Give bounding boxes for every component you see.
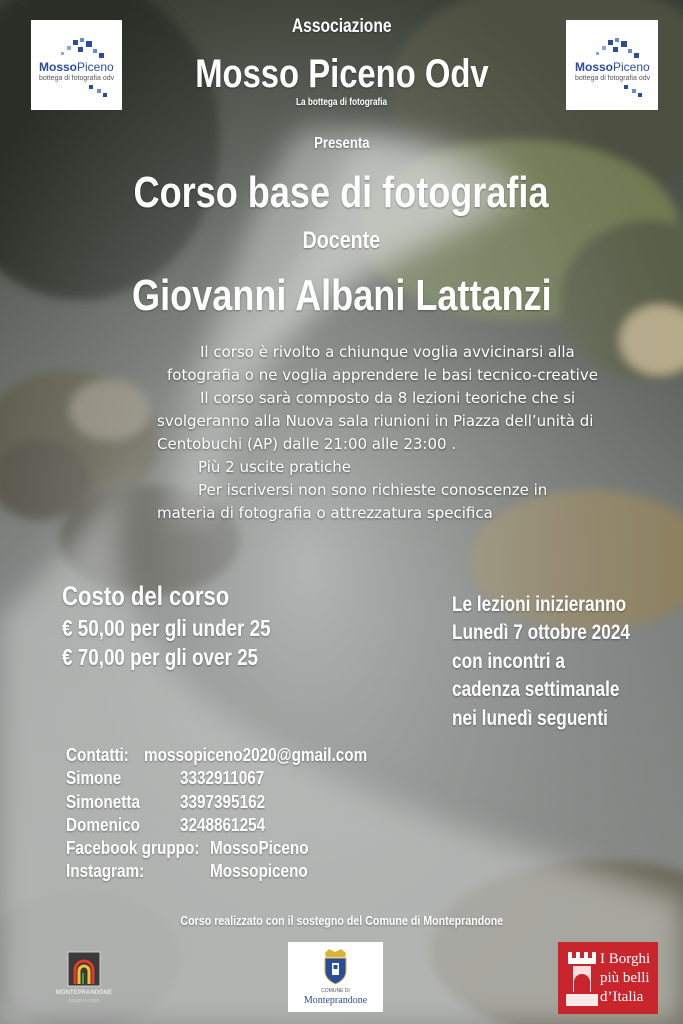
monteprandone-borgo-logo	[52, 948, 116, 1008]
course-title: Corso base di fotografia	[134, 168, 549, 217]
contact-phone[interactable]: 3332911067	[180, 768, 265, 788]
lessons-line: Le lezioni inizieranno	[452, 593, 627, 616]
instagram-account[interactable]: Mossopiceno	[210, 861, 308, 881]
description-line: fotografia o ne voglia apprendere le basi tecnico-creative	[167, 366, 598, 384]
description-line: Il corso sarà composto da 8 lezioni teoriche che si	[200, 389, 576, 407]
logo-tagline: bottega di fotografia odv	[39, 75, 115, 82]
contacts-email[interactable]: mossopiceno2020@gmail.com	[144, 745, 368, 765]
logo-brand: MossoPiceno	[575, 60, 650, 74]
contacts-label: Contatti:	[66, 745, 129, 765]
logo-brand: MossoPiceno	[39, 60, 114, 74]
description-line: materia di fotografia o attrezzatura specifica	[157, 504, 493, 522]
description-line: svolgeranno alla Nuova sala riunioni in Piazza dell’unità di	[157, 412, 594, 430]
description-line: Centobuchi (AP) dalle 21:00 alle 23:00 .	[157, 435, 457, 453]
contact-name: Domenico	[66, 815, 140, 835]
borghi-line-1: I Borghi	[600, 951, 651, 967]
description-line: Più 2 uscite pratiche	[198, 458, 351, 476]
borgo-logo-text: MONTEPRANDONE	[55, 990, 112, 996]
borghi-line-3: d’Italia	[600, 989, 644, 1005]
contact-name: Simone	[66, 768, 122, 788]
org-name: Mosso Piceno Odv	[194, 52, 489, 96]
presenta-label: Presenta	[313, 135, 370, 152]
org-tagline: La bottega di fotografia	[295, 97, 388, 108]
comune-name: Monteprandone	[303, 995, 368, 1006]
comune-small-label: COMUNE DI	[321, 988, 350, 994]
contact-name: Simonetta	[66, 792, 140, 812]
cost-line-under-25: € 50,00 per gli under 25	[62, 615, 271, 641]
docente-label: Docente	[302, 227, 381, 254]
castle-tower-icon	[564, 948, 598, 1008]
borghi-line-2: più belli	[600, 970, 650, 986]
lessons-line: Lunedì 7 ottobre 2024	[452, 621, 630, 644]
cost-title: Costo del corso	[62, 581, 230, 611]
contact-phone[interactable]: 3248861254	[180, 815, 266, 835]
teacher-name: Giovanni Albani Lattanzi	[131, 271, 552, 320]
lessons-line: cadenza settimanale	[452, 678, 620, 701]
cost-line-over-25: € 70,00 per gli over 25	[62, 644, 259, 670]
description-line: Il corso è rivolto a chiunque voglia avvicinarsi alla	[200, 343, 575, 361]
lessons-line: con incontri a	[452, 650, 565, 673]
borgo-logo-sub: borgo a colori	[68, 998, 100, 1004]
facebook-group[interactable]: MossoPiceno	[210, 838, 309, 858]
borghi-piu-belli-logo	[558, 942, 658, 1014]
comune-monteprandone-logo	[288, 942, 383, 1012]
description-line: Per iscriversi non sono richieste conoscenze in	[198, 481, 548, 499]
instagram-label: Instagram:	[66, 861, 145, 881]
logo-tagline: bottega di fotografia odv	[575, 75, 651, 82]
contact-phone[interactable]: 3397395162	[180, 792, 266, 812]
sponsor-line: Corso realizzato con il sostegno del Comune di Monteprandone	[180, 913, 503, 928]
association-label: Associazione	[291, 16, 392, 37]
arch-colors-icon	[66, 950, 102, 988]
lessons-line: nei lunedì seguenti	[452, 707, 608, 730]
coat-of-arms-icon	[321, 947, 350, 985]
facebook-label: Facebook gruppo:	[66, 838, 200, 858]
